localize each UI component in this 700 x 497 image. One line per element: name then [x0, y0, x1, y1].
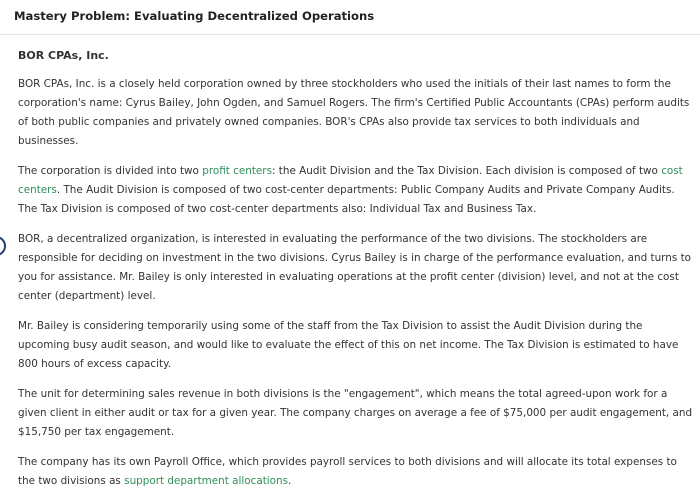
paragraph-evaluation: BOR, a decentralized organization, is interested in evaluating the performance of the two divisions. The stockholders are responsible for deciding on investment in the two divisions. Cyrus Bailey is in charge of the performance evaluation, and turns to you for assistance. Mr. Bailey is only interested in evaluating operations at the profit center (division) level, and not at the cost center (department) level. [18, 233, 692, 302]
support-department-allocations-link[interactable]: support department allocations [124, 475, 289, 487]
company-heading: BOR CPAs, Inc. [18, 49, 109, 62]
title-divider [0, 34, 700, 35]
paragraph-divisions-text-a: The corporation is divided into two [18, 165, 203, 177]
paragraph-payroll [18, 453, 694, 491]
problem-content [18, 48, 694, 497]
paragraph-staffing: Mr. Bailey is considering temporarily using some of the staff from the Tax Division to assist the Audit Division during the upcoming busy audit season, and would like to evaluate the effect of this on net income. The Tax Division is estimated to have 800 hours of excess capacity. [18, 320, 679, 370]
paragraph-payroll-text-b: . [288, 475, 292, 487]
paragraph-ownership: BOR CPAs, Inc. is a closely held corporation owned by three stockholders who used the initials of their last names to form the corporation's name: Cyrus Bailey, John Ogden, and Samuel Rogers. The firm's Certified Public Accountants (CPAs) perform audits of both public companies and privately owned companies. BOR's CPAs also provide tax services to both individuals and businesses. [18, 78, 690, 147]
side-expand-handle[interactable] [0, 236, 6, 256]
page-title: Mastery Problem: Evaluating Decentralized Operations [14, 9, 375, 23]
paragraph-payroll-text-a: The company has its own Payroll Office, which provides payroll services to both divisions and will allocate its total expenses to the two divisions as [18, 456, 677, 487]
profit-centers-link[interactable]: profit centers [202, 165, 272, 177]
paragraph-divisions-text-b: : the Audit Division and the Tax Division. Each division is composed of two [271, 165, 662, 177]
paragraph-divisions [18, 162, 694, 219]
paragraph-engagement: The unit for determining sales revenue in both divisions is the "engagement", which means the total agreed-upon work for a given client in either audit or tax for a given year. The company charges on average a fee of $75,000 per audit engagement, and $15,750 per tax engagement. [18, 388, 693, 438]
cost-centers-link[interactable]: cost centers [18, 165, 683, 196]
paragraph-divisions-text-c: . The Audit Division is composed of two cost-center departments: Public Company Audits and Private Company Audits. The Tax Division is composed of two cost-center departments also: Individual Tax and Business Tax. [18, 184, 675, 215]
